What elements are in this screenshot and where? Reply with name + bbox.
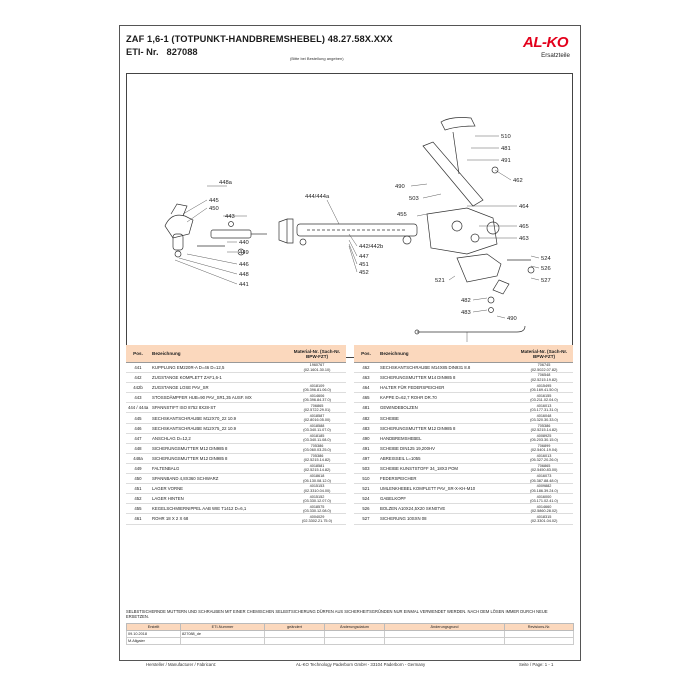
callout-491: 491 — [501, 158, 511, 164]
eti-label: ETI- Nr. — [126, 47, 159, 57]
part-material-number — [288, 433, 346, 443]
bpw-number: (02.5215.14.82) — [530, 428, 558, 433]
callout-462: 462 — [513, 178, 523, 184]
material-number: 4016000 — [536, 494, 552, 499]
part-position: 441 — [126, 363, 150, 373]
callout-527: 527 — [541, 278, 551, 284]
parts-row — [126, 474, 346, 484]
part-position: 455 — [126, 504, 150, 514]
footer-manufacturer: Hersteller / Manufacturer / Fabricant: — [146, 662, 216, 667]
part-position: 446 — [126, 423, 150, 433]
part-position: 521 — [354, 484, 378, 494]
part-description: SICHERUNGSMUTTER M14 DIN985 8 — [378, 373, 515, 383]
bearing-rear — [403, 236, 411, 244]
part-position: 481 — [354, 403, 378, 413]
part-description: SPANNSTIFT ISO 8752 8X28-ST — [150, 403, 288, 413]
col-material: Material-Nr. (Sach-Nr. BPW-FZT) — [515, 345, 573, 363]
part-position: 464 — [354, 383, 378, 393]
rev-cell — [505, 631, 574, 638]
part-description: LAGER HINTEN — [150, 494, 288, 504]
part-position: 482 — [354, 413, 378, 423]
rev-row — [127, 638, 574, 645]
shock-absorber — [211, 230, 251, 238]
part-position: 443 — [126, 393, 150, 403]
bpw-number: (02.8016.05.00) — [303, 418, 331, 423]
parts-left-body — [126, 363, 346, 525]
bpw-number: (05.186.39.24.0) — [530, 488, 558, 493]
part-position: 527 — [354, 514, 378, 524]
part-material-number — [515, 494, 573, 504]
parts-row — [354, 504, 573, 514]
part-description: HALTER FÜR FEDERSPEICHER — [378, 383, 515, 393]
callout-452: 452 — [359, 270, 369, 276]
parts-row — [126, 393, 346, 403]
bearing-front — [300, 239, 306, 245]
callout-464: 464 — [519, 204, 529, 210]
callout-490b: 490 — [507, 316, 517, 322]
cap-465 — [487, 222, 499, 234]
callout-481: 481 — [501, 146, 511, 152]
part-description: SICHERUNGSMUTTER M12 DIN985 8 — [150, 443, 288, 453]
part-position: 526 — [354, 504, 378, 514]
part-description: SCHEIBE DIN125 19,200HV — [378, 443, 515, 453]
material-number: 4018581 — [309, 464, 325, 469]
callout-510: 510 — [501, 134, 511, 140]
eti-value: 827088 — [166, 47, 198, 57]
part-description: ANSCHLAG D=12,2 — [150, 433, 288, 443]
part-material-number — [515, 504, 573, 514]
material-number: 4018109 — [309, 383, 325, 388]
handbrake-lever — [423, 142, 483, 206]
material-number: 4018315 — [536, 514, 552, 519]
bpw-number: (02.5215.14.82) — [303, 468, 331, 473]
part-material-number — [288, 514, 346, 524]
callout-503: 503 — [409, 196, 419, 202]
parts-row — [354, 443, 573, 453]
part-description: ZUGSTANGE LOSE PAV_SR — [150, 383, 288, 393]
part-material-number — [288, 383, 346, 393]
bpw-number: (03.330.12.08.0) — [303, 508, 331, 513]
material-number: 4015495 — [536, 383, 552, 388]
part-position: 465 — [354, 393, 378, 403]
part-description: ABREISSEIL L=1055 — [378, 453, 515, 463]
parts-row — [126, 433, 346, 443]
spring-accumulator — [441, 118, 475, 131]
rev-cell — [505, 638, 574, 645]
grease-nipple — [229, 222, 234, 227]
parts-row — [126, 463, 346, 473]
material-number: 706745 — [537, 363, 551, 368]
material-number: 4018618 — [309, 474, 325, 479]
part-description: GEWINDEBOLZEN — [378, 403, 515, 413]
footer-page: Seite / Page: 1 - 1 — [519, 662, 554, 667]
bpw-number: (03.177.31.31.0) — [530, 407, 558, 412]
parts-row — [354, 463, 573, 473]
part-description: KEGELSCHMIERNIPPEL AAB WIE T1412 D=6,1 — [150, 504, 288, 514]
callout-521: 521 — [435, 278, 445, 284]
rev-row — [127, 631, 574, 638]
rev-created-date: 09.10.2018 — [127, 631, 181, 638]
part-material-number — [288, 373, 346, 383]
footer-company: AL-KO Technology Paderborn GmbH - 33104 Paderborn - Germany — [296, 662, 426, 667]
material-number: 4016048 — [536, 413, 552, 418]
callout-440: 440 — [239, 240, 249, 246]
bpw-number: (02.3301.04.02) — [530, 518, 558, 523]
bpw-number: (05.396.84.37.0) — [303, 397, 331, 402]
part-material-number — [515, 413, 573, 423]
bpw-number: (02.1601.30.10) — [303, 367, 331, 372]
part-material-number — [288, 423, 346, 433]
exploded-view-svg — [127, 74, 574, 359]
part-description: ZUGSTANGE KOMPLETT ZAF1,6-1 — [150, 373, 288, 383]
callout-463: 463 — [519, 236, 529, 242]
part-material-number — [515, 443, 573, 453]
parts-row — [126, 443, 346, 453]
part-position: 462 — [354, 363, 378, 373]
rev-col-grund: Änderungsgrund — [385, 624, 505, 631]
callout-441: 441 — [239, 282, 249, 288]
part-material-number — [288, 363, 346, 373]
part-position: 448a — [126, 453, 150, 463]
col-bezeichnung: Bezeichnung — [378, 345, 515, 363]
part-description: SPANNBAND 4,8X360 SCHWARZ — [150, 474, 288, 484]
bpw-number: (02.5722.29.01) — [303, 407, 331, 412]
parts-right-body — [354, 363, 573, 525]
part-position: 451 — [126, 484, 150, 494]
exploded-drawing — [126, 73, 573, 358]
material-number: 4014606 — [309, 393, 325, 398]
part-material-number — [288, 484, 346, 494]
material-number: 706865 — [537, 464, 551, 469]
part-position: 442 — [126, 373, 150, 383]
material-number: 706899 — [537, 444, 551, 449]
rev-col-erstellt: Erstellt — [127, 624, 181, 631]
callout-446: 446 — [239, 262, 249, 268]
housing-bolt-2 — [471, 234, 479, 242]
parts-row — [354, 433, 573, 443]
rev-col-nr: Revisions-Nr. — [505, 624, 574, 631]
material-number: 4016155 — [536, 393, 552, 398]
part-description: KAPPE D=62,7 ROHR DR.70 — [378, 393, 515, 403]
parts-row — [126, 514, 346, 524]
part-description: UMLENKHEBEL KOMPLETT PAV_SR-X-KH-M10 — [378, 484, 515, 494]
housing — [427, 208, 497, 254]
material-number: 4008925 — [536, 434, 552, 438]
parts-row — [126, 423, 346, 433]
bpw-number: (02.5022.07.82) — [530, 367, 558, 372]
parts-row — [126, 494, 346, 504]
part-material-number — [288, 463, 346, 473]
part-position: 452 — [126, 494, 150, 504]
part-material-number — [288, 443, 346, 453]
part-position: 510 — [354, 474, 378, 484]
part-position: 497 — [354, 453, 378, 463]
part-material-number — [515, 423, 573, 433]
bpw-number: (03.340.11.07.0) — [303, 428, 331, 433]
part-material-number — [515, 463, 573, 473]
part-position: 490 — [354, 433, 378, 443]
bpw-number: (02.5450.83.00) — [530, 468, 558, 473]
part-description: SECHSKANTSCHRAUBE M14X85 DIN931 8.8 — [378, 363, 515, 373]
parts-row — [126, 504, 346, 514]
lever-521 — [457, 254, 501, 282]
revision-table — [126, 623, 574, 645]
lever-tail — [493, 280, 509, 294]
callout-482: 482 — [461, 298, 471, 304]
bpw-number: (02.5401.19.04) — [530, 448, 558, 453]
parts-table-left — [126, 345, 346, 525]
callout-455: 455 — [397, 212, 407, 218]
part-description: BOLZEN A10X24,5X20 SKN07VE — [378, 504, 515, 514]
bpw-number: (02.3310.04.00) — [303, 488, 331, 493]
material-number: 4004029 — [309, 514, 325, 519]
parts-row — [354, 474, 573, 484]
part-position: 461 — [126, 514, 150, 524]
coupling-handle — [171, 204, 187, 216]
breakaway-cable — [417, 326, 525, 332]
parts-row — [126, 453, 346, 463]
callout-448: 448 — [239, 272, 249, 278]
rev-cell — [265, 631, 325, 638]
part-description: FALTENBALG — [150, 463, 288, 473]
rev-col-geaendert: geändert — [265, 624, 325, 631]
washer-482 — [488, 297, 494, 303]
part-material-number — [288, 494, 346, 504]
callout-449: 449 — [239, 250, 249, 256]
rev-cell — [325, 631, 385, 638]
parts-row — [126, 413, 346, 423]
part-description: LAGER VORNE — [150, 484, 288, 494]
part-position: 448 — [126, 443, 150, 453]
material-number: 706865 — [310, 403, 324, 408]
bpw-number: (05.169.41.50.0) — [530, 387, 558, 392]
bpw-number: (05.396.81.06.0) — [303, 387, 331, 392]
part-position: 442b — [126, 383, 150, 393]
part-material-number — [515, 373, 573, 383]
parts-row — [126, 383, 346, 393]
callout-443: 443 — [225, 214, 235, 220]
safety-note: SELBSTSICHERNDE MUTTERN UND SCHRAUBEN MIT EINER CHEMISCHEN SELBSTSICHERUNG DÜRFEN AUS SICHERHEITSGRÜNDEN NUR EINMAL VERWENDET WERDEN. NACH DEM LÖSEN IMMER DURCH NEUE ERSETZEN. — [126, 609, 548, 620]
part-description: HANDBREMSHEBEL — [378, 433, 515, 443]
col-bezeichnung: Bezeichnung — [150, 345, 288, 363]
parts-row — [354, 484, 573, 494]
parts-row — [126, 373, 346, 383]
bpw-number: (05.203.30.15.0) — [530, 438, 558, 443]
callout-442-442b: 442/442b — [359, 244, 384, 250]
col-material: Material-Nr. (Sach-Nr. BPW-FZT) — [288, 345, 346, 363]
bpw-number: (05.387.88.48.0) — [530, 478, 558, 483]
part-position: 463 — [354, 373, 378, 383]
threaded-bolt — [453, 132, 459, 174]
parts-row — [126, 484, 346, 494]
part-material-number — [515, 453, 573, 463]
part-material-number — [515, 484, 573, 494]
parts-row — [354, 413, 573, 423]
rev-col-eti: ETI-Nummer — [181, 624, 265, 631]
part-material-number — [515, 363, 573, 373]
parts-row — [354, 494, 573, 504]
part-material-number — [515, 383, 573, 393]
part-description: ROHR 18 X 2 X 68 — [150, 514, 288, 524]
parts-row — [354, 514, 573, 524]
bolt-526 — [528, 267, 534, 273]
material-number: 705386 — [310, 444, 324, 449]
parts-row — [354, 383, 573, 393]
bpw-number: (03.330.12.07.0) — [303, 498, 331, 503]
part-position: 503 — [354, 463, 378, 473]
parts-table-right — [354, 345, 573, 525]
coupling-head — [165, 215, 193, 238]
material-number: 4018588 — [309, 423, 325, 428]
material-number: 4015153 — [309, 484, 325, 489]
order-hint: (Bitte bei Bestellung angeben) — [290, 56, 344, 61]
bpw-number: (03.211.02.04.0) — [530, 397, 558, 402]
col-pos: Pos. — [354, 345, 378, 363]
callout-490: 490 — [395, 184, 405, 190]
part-material-number — [515, 393, 573, 403]
part-material-number — [288, 413, 346, 423]
part-material-number — [288, 474, 346, 484]
parts-sheet — [119, 25, 581, 661]
callout-450: 450 — [209, 206, 219, 212]
material-number: 705386 — [537, 423, 551, 428]
callout-483: 483 — [461, 310, 471, 316]
alko-logo: AL-KO — [523, 34, 568, 51]
part-description: GABELKOPF — [378, 494, 515, 504]
parts-row — [354, 393, 573, 403]
callout-465: 465 — [519, 224, 529, 230]
callout-444-444a: 444/444a — [305, 194, 330, 200]
part-position: 524 — [354, 494, 378, 504]
parts-row — [354, 403, 573, 413]
material-number: 4018587 — [309, 413, 325, 418]
callout-526: 526 — [541, 266, 551, 272]
parts-row — [354, 453, 573, 463]
callout-524: 524 — [541, 256, 551, 262]
bpw-number: (03.171.02.41.0) — [530, 498, 558, 503]
rev-cell — [385, 631, 505, 638]
part-material-number — [515, 514, 573, 524]
material-number: 4016013 — [536, 454, 552, 459]
bpw-number: (02.5215.19.82) — [530, 377, 558, 382]
part-material-number — [288, 393, 346, 403]
bpw-number: (02.5860.28.02) — [530, 508, 558, 513]
part-position: 445 — [126, 413, 150, 423]
bpw-number: (02.5215.14.82) — [303, 458, 331, 463]
material-number: 4018575 — [309, 504, 325, 509]
part-material-number — [515, 474, 573, 484]
parts-row — [354, 363, 573, 373]
rev-author: M.Allgaier — [127, 638, 181, 645]
part-description: FEDERSPEICHER — [378, 474, 515, 484]
part-material-number — [515, 433, 573, 443]
parts-row — [354, 423, 573, 433]
callout-451: 451 — [359, 262, 369, 268]
part-description: SCHEIBE KUNSTSTOFF 34_18X3 POM — [378, 463, 515, 473]
part-description: SCHEIBE — [378, 413, 515, 423]
rev-cell — [325, 638, 385, 645]
page-title: ZAF 1,6-1 (TOTPUNKT-HANDBREMSHEBEL) 48.27.58X.XXX — [126, 34, 393, 44]
rev-cell — [265, 638, 325, 645]
rev-col-datum: Änderungsdatum — [325, 624, 385, 631]
bellows — [279, 219, 293, 243]
coupling-bolt — [175, 251, 181, 257]
eti-number — [126, 47, 198, 57]
material-number: 705386 — [310, 454, 324, 459]
material-number: 4014660 — [536, 504, 552, 509]
part-material-number — [288, 453, 346, 463]
part-position: 444 / 444a — [126, 403, 150, 413]
callout-445: 445 — [209, 198, 219, 204]
material-number: 4016073 — [536, 474, 552, 479]
part-description: STOSSDÄMPFER HUB=90 PAV_SR1,35 AUSF. MX — [150, 393, 288, 403]
part-position: 447 — [126, 433, 150, 443]
part-position: 491 — [354, 443, 378, 453]
callout-447: 447 — [359, 254, 369, 260]
parts-row — [354, 373, 573, 383]
rev-cell — [181, 638, 265, 645]
material-number: 4018185 — [309, 434, 325, 438]
bpw-number: (03.060.03.25.0) — [303, 448, 331, 453]
bpw-number: (05.327.20.26.0) — [530, 458, 558, 463]
part-description: SECHSKANTSCHRAUBE M12X75_22 10.9 — [150, 423, 288, 433]
callout-448a: 448a — [219, 180, 232, 186]
col-pos: Pos. — [126, 345, 150, 363]
part-material-number — [288, 504, 346, 514]
part-material-number — [288, 403, 346, 413]
part-position: 450 — [126, 474, 150, 484]
material-number: 1960767 — [309, 363, 325, 368]
bpw-number: (02.3302.21.75.0) — [302, 518, 332, 523]
parts-row — [126, 403, 346, 413]
logo-subtitle: Ersatzteile — [541, 52, 570, 59]
part-material-number — [515, 403, 573, 413]
part-description: SICHERUNGSMUTTER M12 DIN985 8 — [150, 453, 288, 463]
material-number: 4016013 — [536, 403, 552, 408]
rev-eti-number: 827088_de — [181, 631, 265, 638]
part-description: KUPPLUNG EM220R-A D=46 D=12,5 — [150, 363, 288, 373]
nut-483 — [489, 308, 494, 313]
material-number: 4009882 — [536, 484, 552, 489]
housing-bolt — [452, 221, 462, 231]
bpw-number: (03.340.11.08.0) — [303, 438, 331, 443]
bpw-number: (03.320.30.33.0) — [530, 418, 558, 423]
part-position: 449 — [126, 463, 150, 473]
part-description: SECHSKANTSCHRAUBE M12X70_22 10.9 — [150, 413, 288, 423]
material-number: 706548 — [537, 373, 551, 378]
rev-cell — [385, 638, 505, 645]
parts-row — [126, 363, 346, 373]
part-description: SICHERUNGSMUTTER M12 DIN985 8 — [378, 423, 515, 433]
part-position: 483 — [354, 423, 378, 433]
material-number: 4015152 — [309, 494, 325, 499]
part-description: SICHERUNG 10SXN 08 — [378, 514, 515, 524]
bpw-number: (05.130.08.12.0) — [303, 478, 331, 483]
